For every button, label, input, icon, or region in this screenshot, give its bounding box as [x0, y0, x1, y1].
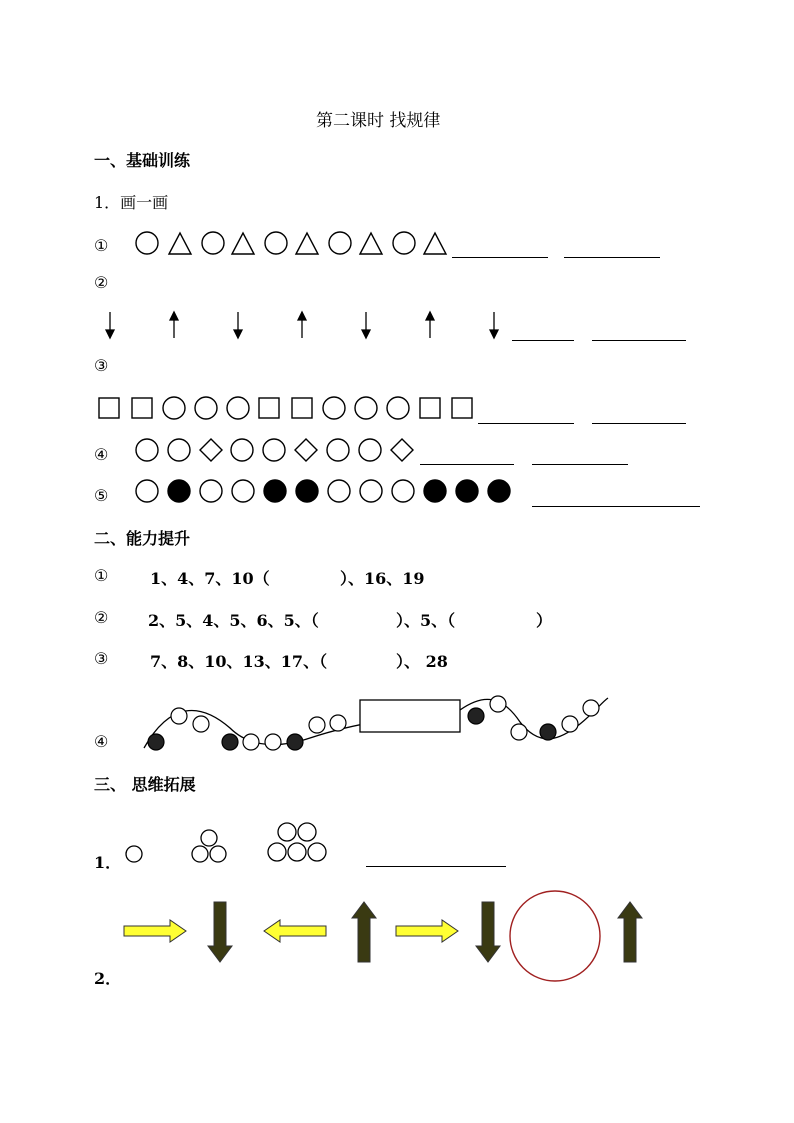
circle-icon: [232, 480, 254, 502]
filled-bead-icon: [468, 708, 484, 724]
filled-bead-icon: [540, 724, 556, 740]
circle-icon: [227, 397, 249, 419]
bead-icon: [243, 734, 259, 750]
circle-stack-pattern: [120, 820, 340, 870]
circle-icon: [163, 397, 185, 419]
filled-circle-icon: [488, 480, 510, 502]
row1-marker: ①: [94, 236, 109, 255]
answer-blank[interactable]: [564, 257, 660, 258]
circle-icon: [278, 823, 296, 841]
diamond-icon: [295, 439, 317, 461]
circle-icon: [200, 480, 222, 502]
arrow-up-icon: [352, 902, 376, 962]
answer-blank[interactable]: [532, 464, 628, 465]
circle-icon: [210, 846, 226, 862]
circle-icon: [288, 843, 306, 861]
circle-icon: [268, 843, 286, 861]
row3-shapes: [96, 396, 476, 424]
square-icon: [420, 398, 440, 418]
seq3-after: ）、 28: [396, 652, 448, 671]
seq3-marker: ③: [94, 649, 109, 668]
triangle-icon: [424, 233, 446, 254]
arrow-up-icon: [298, 312, 306, 338]
answer-blank[interactable]: [592, 423, 686, 424]
q1-label: 1．: [94, 853, 122, 872]
seq1-after: ）、16、19: [340, 569, 425, 588]
arrow-left-icon: [264, 920, 326, 942]
circle-icon: [168, 439, 190, 461]
triangle-icon: [232, 233, 254, 254]
bead-icon: [193, 716, 209, 732]
section1-heading: 一、基础训练: [94, 151, 191, 170]
answer-blank[interactable]: [366, 866, 506, 867]
circle-icon: [393, 232, 415, 254]
circle-icon: [201, 830, 217, 846]
circle-icon: [136, 439, 158, 461]
arrow-up-icon: [426, 312, 434, 338]
row4-marker: ④: [94, 445, 109, 464]
row2-marker: ②: [94, 273, 109, 292]
seq2-mid: ）、5、（: [396, 611, 456, 630]
circle-icon: [328, 480, 350, 502]
answer-blank[interactable]: [512, 340, 574, 341]
circle-icon: [323, 397, 345, 419]
seq2-after: ）: [536, 611, 553, 630]
circle-icon: [136, 480, 158, 502]
arrow-right-icon: [124, 920, 186, 942]
circle-icon: [329, 232, 351, 254]
square-icon: [259, 398, 279, 418]
circle-icon: [359, 439, 381, 461]
bead-icon: [562, 716, 578, 732]
bead-string: [140, 692, 610, 752]
seq2-before: 2、5、4、5、6、5、（: [148, 611, 319, 630]
triangle-icon: [296, 233, 318, 254]
filled-circle-icon: [264, 480, 286, 502]
circle-icon: [136, 232, 158, 254]
filled-circle-icon: [424, 480, 446, 502]
row5-marker: ⑤: [94, 486, 109, 505]
answer-circle[interactable]: [510, 891, 600, 981]
triangle-icon: [169, 233, 191, 254]
section3-heading: 三、 思维拓展: [94, 775, 196, 794]
answer-blank[interactable]: [592, 340, 686, 341]
seq1-marker: ①: [94, 566, 109, 585]
circle-icon: [387, 397, 409, 419]
answer-blank[interactable]: [452, 257, 548, 258]
row3-marker: ③: [94, 356, 109, 375]
filled-circle-icon: [296, 480, 318, 502]
section1-sub: 1．画一画: [94, 193, 169, 212]
circle-icon: [202, 232, 224, 254]
square-icon: [132, 398, 152, 418]
bead-icon: [490, 696, 506, 712]
answer-blank[interactable]: [478, 423, 574, 424]
bead-icon: [583, 700, 599, 716]
circle-icon: [231, 439, 253, 461]
circle-icon: [355, 397, 377, 419]
circle-icon: [263, 439, 285, 461]
diamond-icon: [200, 439, 222, 461]
seq1-before: 1、4、7、10（: [150, 569, 270, 588]
section2-heading: 二、能力提升: [94, 529, 191, 548]
circle-icon: [327, 439, 349, 461]
square-icon: [99, 398, 119, 418]
square-icon: [292, 398, 312, 418]
arrow-down-icon: [234, 312, 242, 338]
seq2-marker: ②: [94, 608, 109, 627]
filled-bead-icon: [148, 734, 164, 750]
arrow-right-icon: [396, 920, 458, 942]
arrow-down-icon: [476, 902, 500, 962]
arrow-up-icon: [618, 902, 642, 962]
circle-icon: [192, 846, 208, 862]
row1-shapes: [134, 230, 464, 260]
filled-circle-icon: [456, 480, 478, 502]
bead-icon: [511, 724, 527, 740]
arrow-down-icon: [106, 312, 114, 338]
page-title: 第二课时 找规律: [316, 111, 441, 131]
answer-blank[interactable]: [420, 464, 514, 465]
bead-icon: [265, 734, 281, 750]
arrow-down-icon: [362, 312, 370, 338]
triangle-icon: [360, 233, 382, 254]
circle-icon: [360, 480, 382, 502]
row5-shapes: [134, 478, 514, 506]
row2-arrows: [100, 310, 500, 342]
filled-circle-icon: [168, 480, 190, 502]
circle-icon: [308, 843, 326, 861]
filled-bead-icon: [287, 734, 303, 750]
beads-marker: ④: [94, 732, 109, 751]
arrow-down-icon: [490, 312, 498, 338]
circle-icon: [126, 846, 142, 862]
arrow-down-icon: [208, 902, 232, 962]
seq3-before: 7、8、10、13、17、（: [150, 652, 328, 671]
circle-icon: [392, 480, 414, 502]
diamond-icon: [391, 439, 413, 461]
bead-icon: [309, 717, 325, 733]
q2-label: 2．: [94, 969, 122, 988]
bead-icon: [171, 708, 187, 724]
arrow-pattern: [120, 892, 650, 982]
circle-icon: [195, 397, 217, 419]
square-icon: [452, 398, 472, 418]
answer-box[interactable]: [360, 700, 460, 732]
arrow-up-icon: [170, 312, 178, 338]
circle-icon: [265, 232, 287, 254]
answer-blank[interactable]: [532, 506, 700, 507]
filled-bead-icon: [222, 734, 238, 750]
bead-icon: [330, 715, 346, 731]
circle-icon: [298, 823, 316, 841]
row4-shapes: [134, 437, 424, 465]
